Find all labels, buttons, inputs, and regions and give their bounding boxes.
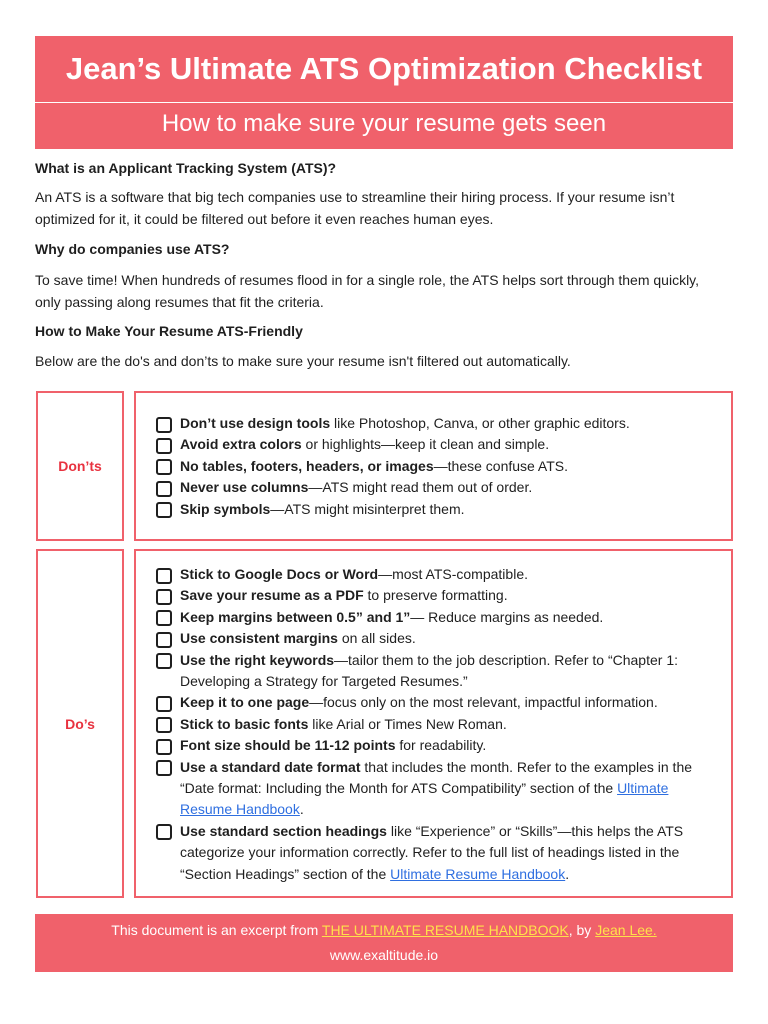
item-detail: like “Experience” or “Skills”—this helps the ATS categorize your information correctly. Refer to the full list of headings listed in the “Section Headings” section of the [180, 822, 684, 882]
checklist-item-text [180, 564, 528, 585]
footer-by: , by [568, 922, 596, 938]
dos-label-box [36, 549, 124, 898]
checklist-item-text [180, 499, 465, 520]
question-why-ats: Why do companies use ATS? [35, 241, 230, 257]
checkbox[interactable] [156, 438, 172, 454]
checklist-item [156, 628, 721, 649]
checklist-item-text [180, 628, 416, 649]
item-detail: —most ATS-compatible. [378, 566, 528, 582]
item-emphasis: Use a standard date format [180, 758, 361, 775]
checkbox[interactable] [156, 417, 172, 433]
item-emphasis: Use consistent margins [180, 630, 338, 647]
checklist-item [156, 714, 721, 735]
item-emphasis: No tables, footers, headers, or images [180, 457, 434, 474]
checklist-item-text [180, 477, 532, 498]
checkbox[interactable] [156, 568, 172, 584]
donts-box [134, 391, 733, 541]
item-emphasis: Use standard section headings [180, 822, 387, 839]
checklist-item [156, 757, 721, 821]
checklist-item [156, 650, 721, 693]
checklist-item-text [180, 413, 630, 434]
checklist-item [156, 692, 721, 713]
checkbox[interactable] [156, 760, 172, 776]
item-emphasis: Stick to Google Docs or Word [180, 566, 379, 582]
checklist-item-text [180, 585, 508, 606]
checkbox[interactable] [156, 632, 172, 648]
checkbox[interactable] [156, 589, 172, 605]
footer-banner [35, 914, 733, 972]
checklist-item [156, 607, 721, 628]
item-detail: for readability. [395, 737, 487, 754]
checkbox[interactable] [156, 824, 172, 840]
item-emphasis: Save your resume as a PDF [180, 587, 364, 604]
checkbox[interactable] [156, 459, 172, 475]
donts-label-box [36, 391, 124, 541]
item-emphasis: Never use columns [180, 479, 309, 496]
checkbox[interactable] [156, 739, 172, 755]
checklist-item [156, 477, 721, 498]
item-emphasis: Font size should be 11-12 points [180, 737, 396, 754]
answer-why-ats [35, 270, 699, 313]
checkbox[interactable] [156, 502, 172, 518]
item-tail: . [565, 865, 570, 882]
item-tail: . [299, 801, 304, 818]
answer-how-to: Below are the do's and don’ts to make sure your resume isn't filtered out automatically. [35, 353, 571, 369]
page-title: Jean’s Ultimate ATS Optimization Checklist [35, 36, 733, 103]
answer-what-is-ats [35, 187, 674, 230]
checklist-item [156, 434, 721, 455]
question-what-is-ats: What is an Applicant Tracking System (ATS)? [35, 160, 337, 176]
checklist-item [156, 735, 721, 756]
donts-list [156, 413, 721, 520]
item-emphasis: Avoid extra colors [180, 436, 302, 453]
item-detail: like Photoshop, Canva, or other graphic editors. [330, 415, 630, 431]
checklist-item-text [180, 735, 486, 756]
header-banner [35, 36, 733, 149]
checklist-item-text [180, 821, 721, 885]
checkbox[interactable] [156, 610, 172, 626]
answer-line: optimized for it, it could be filtered out before it even reaches human eyes. [35, 210, 494, 227]
checkbox[interactable] [156, 717, 172, 733]
item-detail: —focus only on the most relevant, impactful information. [309, 694, 658, 711]
item-emphasis: Stick to basic fonts [180, 715, 309, 732]
checklist-item [156, 413, 721, 434]
item-emphasis: Use the right keywords [180, 651, 335, 668]
handbook-link[interactable]: Ultimate Resume Handbook [180, 780, 669, 818]
footer-website: www.exaltitude.io [329, 947, 439, 963]
item-emphasis: Don’t use design tools [180, 415, 331, 431]
answer-line: An ATS is a software that big tech companies use to streamline their hiring process. If your resume isn’t [35, 189, 675, 205]
checklist-item [156, 499, 721, 520]
item-detail: on all sides. [337, 630, 416, 647]
checklist-item-text [180, 692, 658, 713]
item-detail: — Reduce margins as needed. [410, 608, 604, 625]
author-link[interactable]: Jean Lee. [595, 922, 657, 938]
item-emphasis: Keep it to one page [180, 694, 310, 711]
checklist-item-text [180, 607, 603, 628]
checklist-item [156, 821, 721, 885]
checklist-item-text [180, 650, 721, 693]
checkbox[interactable] [156, 653, 172, 669]
dos-label: Do’s [65, 715, 95, 732]
item-detail: —ATS might read them out of order. [308, 479, 533, 496]
item-emphasis: Keep margins between 0.5” and 1” [180, 608, 411, 625]
checkbox[interactable] [156, 481, 172, 497]
checklist-item-text [180, 714, 507, 735]
item-detail: —these confuse ATS. [433, 457, 569, 474]
dos-list [156, 564, 721, 885]
book-link[interactable]: THE ULTIMATE RESUME HANDBOOK [321, 922, 569, 938]
donts-label: Don’ts [58, 458, 102, 474]
checklist-item [156, 585, 721, 606]
item-detail: or highlights—keep it clean and simple. [301, 436, 550, 453]
handbook-link[interactable]: Ultimate Resume Handbook [390, 865, 566, 882]
checklist-item [156, 456, 721, 477]
answer-line: To save time! When hundreds of resumes flood in for a single role, the ATS helps sort through them quickly, [35, 272, 700, 288]
dos-box [134, 549, 733, 898]
item-detail: —ATS might misinterpret them. [270, 500, 465, 517]
checklist-item-text [180, 757, 721, 821]
checklist-item [156, 564, 721, 585]
checkbox[interactable] [156, 696, 172, 712]
checklist-item-text [180, 456, 568, 477]
footer-credit [35, 920, 733, 940]
item-detail: that includes the month. Refer to the examples in the “Date format: Including the Month for ATS Compatibility” section of the [180, 758, 693, 797]
item-detail: —tailor them to the job description. Refer to “Chapter 1: Developing a Strategy for Targeted Resumes.” [180, 651, 678, 690]
page-subtitle: How to make sure your resume gets seen [161, 110, 607, 137]
answer-line: only passing along resumes that fit the criteria. [35, 293, 324, 310]
footer-prefix: This document is an excerpt from [111, 922, 322, 938]
item-detail: to preserve formatting. [363, 587, 508, 604]
item-detail: like Arial or Times New Roman. [308, 715, 507, 732]
item-emphasis: Skip symbols [180, 500, 271, 517]
question-how-to: How to Make Your Resume ATS-Friendly [35, 323, 303, 339]
checklist-item-text [180, 434, 549, 455]
